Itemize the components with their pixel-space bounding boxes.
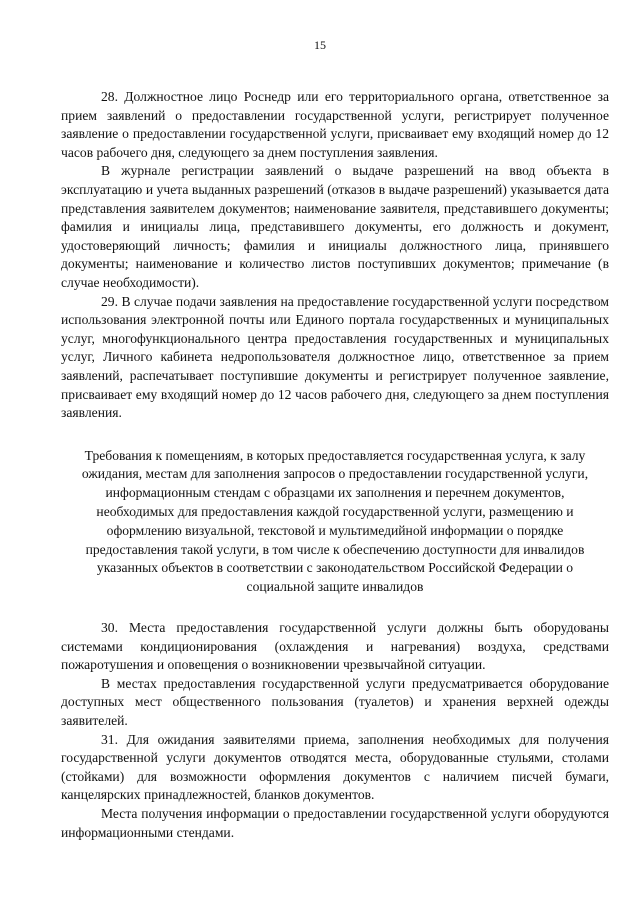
- paragraph-31: 31. Для ожидания заявителями приема, заполнения необходимых для получения государственной услуги документов отводятся места, оборудованные стульями, столами (стойками) для возможности оформления документов с наличием писчей бумаги, канцелярских принадлежностей, бланков документов.: [61, 731, 609, 803]
- page-number: 15: [314, 38, 326, 52]
- paragraph-29: 29. В случае подачи заявления на предоставление государственной услуги посредством использования электронной почты или Единого портала государственных и муниципальных услуг, многофункционального центра предоставления государственных и муниципальных услуг, Личного кабинета недропользователя должностное лицо, ответственное за прием заявлений, распечатывает поступившие документы и регистрирует полученное заявление, присваивает ему входящий номер до 12 часов рабочего дня, следующего за днем поступления заявления.: [61, 293, 609, 421]
- paragraph-public-facilities: В местах предоставления государственной услуги предусматривается оборудование доступных мест общественного пользования (туалетов) и хранения верхней одежды заявителей.: [61, 675, 609, 729]
- paragraph-registration-journal: В журнале регистрации заявлений о выдаче разрешений на ввод объекта в эксплуатацию и учета выданных разрешений (отказов в выдаче разрешений) указывается дата представления заявителем документов; наименование заявителя, представившего документы; фамилия и инициалы лица, представившего документы, его должность и документ, удостоверяющий личность; фамилия и инициалы должностного лица, принявшего документы; наименование и количество листов поступивших документов; примечание (в случае необходимости).: [61, 163, 609, 290]
- paragraph-30: 30. Места предоставления государственной услуги должны быть оборудованы системами кондиционирования (охлаждения и нагревания) воздуха, средствами пожаротушения и оповещения о возникновении чрезвычайной ситуации.: [61, 620, 609, 673]
- paragraph-28: 28. Должностное лицо Роснедр или его территориального органа, ответственное за прием заявлений о предоставлении государственной услуги, регистрирует полученное заявление о предоставлении государственной услуги, присваивает ему входящий номер до 12 часов рабочего дня, следующего за днем поступления заявления.: [61, 89, 609, 160]
- document-body: [61, 88, 609, 842]
- section-heading: Требования к помещениям, в которых предоставляется государственная услуга, к залу ожидания, местам для заполнения запросов о предоставлении государственной услуги, информационным стендам с образцами их заполнения и перечнем документов, необходимых для предоставления каждой государственной услуги, размещению и оформлению визуальной, текстовой и мультимедийной информации о порядке предоставления такой услуги, в том числе к обеспечению доступности для инвалидов указанных объектов в соответствии с законодательством Российской Федерации о социальной защите инвалидов: [81, 447, 589, 595]
- paragraph-info-stands: Места получения информации о предоставлении государственной услуги оборудуются информационными стендами.: [61, 806, 609, 840]
